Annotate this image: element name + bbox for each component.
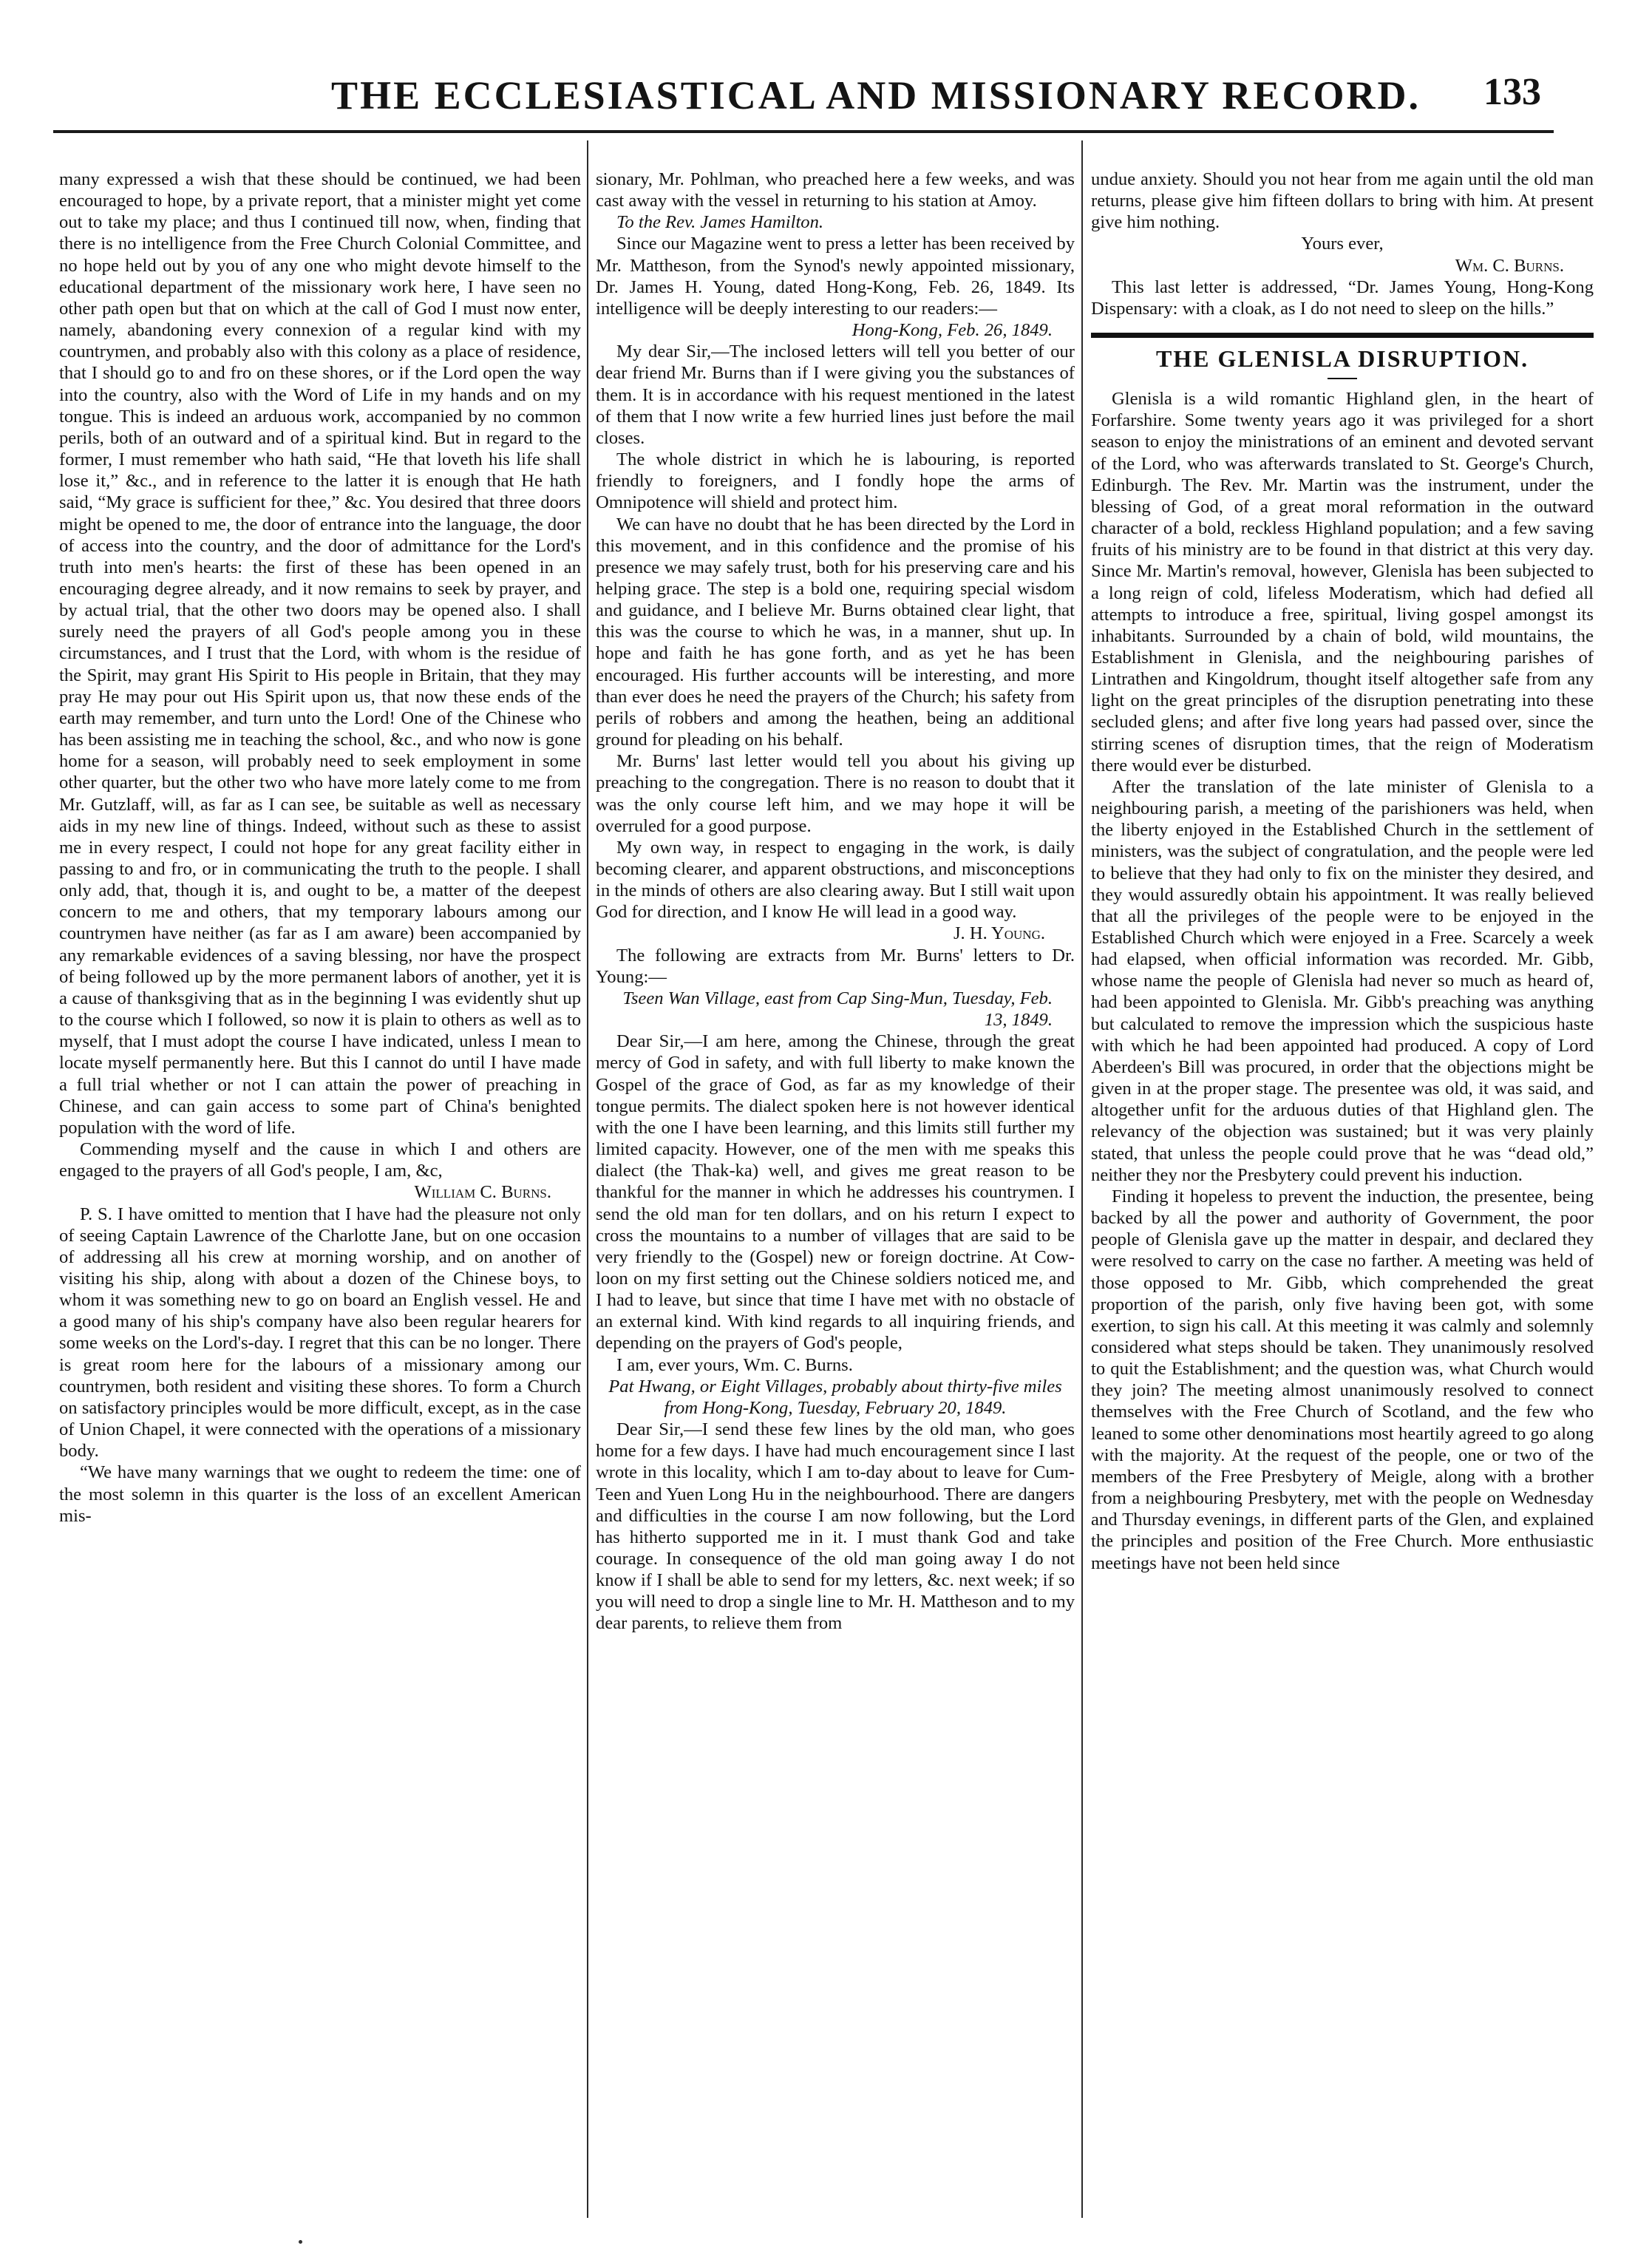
paragraph: sionary, Mr. Pohlman, who preached here a few weeks, and was cast away with the vessel in returning to his station at Amoy. — [596, 169, 1075, 211]
paragraph: Since our Magazine went to press a letter has been received by Mr. Mattheson, from the Synod's newly appointed missionary, Dr. James H. Young, dated Hong-Kong, Feb. 26, 1849. Its intelligence will be deeply interesting to our readers:— — [596, 234, 1075, 319]
paragraph: Pat Hwang, or Eight Villages, probably about thirty-five miles from Hong-Kong, Tuesday, February 20, 1849. — [608, 1376, 1062, 1418]
paragraph: My dear Sir,—The inclosed letters will tell you better of our dear friend Mr. Burns than if I were giving you the substances of them. It is in accordance with his request mentioned in the latest of them that I now write a few hurried lines just before the mail closes. — [596, 342, 1075, 448]
header-rule — [53, 130, 1554, 133]
paragraph: Dear Sir,—I send these few lines by the old man, who goes home for a few days. I have had much encouragement since I last wrote in this locality, which I am to-day about to leave for Cum-Teen and Yuen Long Hu in the neighbourhood. There are dangers and difficulties in the course I am now following, but the Lord has hitherto supported me in it. I must thank God and take courage. In consequence of the old man going away I do not know if I shall be able to send for my letters, &c. next week; if so you will need to drop a single line to Mr. H. Mattheson and to my dear parents, to relieve them from — [596, 1419, 1075, 1634]
paragraph: Commending myself and the cause in which I and others are engaged to the prayers of all God's people, I am, &c, — [59, 1139, 581, 1181]
paragraph: Dear Sir,—I am here, among the Chinese, through the great mercy of God in safety, and with full liberty to make known the Gospel of the grace of God, as far as my knowledge of their tongue permits. The dialect spoken here is not however identical with the one I have been learning, and this limits still further my limited capacity. However, one of the men with me speaks this dialect (the Thak-ka) well, and gives me great reason to be thankful for the manner in which he addresses his countrymen. I send the old man for ten dollars, and on his return I expect to cross the mountains to a number of villages that are said to be very friendly to the (Gospel) new or foreign doctrine. At Cow-loon on my first setting out the Chinese soldiers noticed me, and I had to leave, but since that time I have met with no obstacle of an external kind. With kind regards to all inquiring friends, and depending on the prayers of God's people, — [596, 1031, 1075, 1354]
section-rule — [1091, 333, 1594, 338]
paragraph: “We have many warnings that we ought to redeem the time: one of the most solemn in this quarter is the loss of an excellent American mis- — [59, 1462, 581, 1526]
paragraph: P. S. I have omitted to mention that I have had the pleasure not only of seeing Captain Lawrence of the Charlotte Jane, but on one occasion of addressing all his crew at morning worship, and on another of visiting his ship, along with about a dozen of the Chinese boys, to whom it was something new to go on board an English vessel. He and a good many of his ship's company have also been regular hearers for some weeks on the Lord's-day. I regret that this can be no longer. There is great room here for the labours of a missionary among our countrymen, both resident and visiting these shores. To form a Church on satisfactory principles would be more difficult, except, as in the case of Union Chapel, it were connected with the operations of a missionary body. — [59, 1204, 581, 1462]
page-number: 133 — [1483, 71, 1541, 113]
paragraph: The following are extracts from Mr. Burns' letters to Dr. Young:— — [596, 945, 1075, 987]
paragraph: The whole district in which he is labouring, is reported friendly to foreigners, and I fondly hope the arms of Omnipotence will shield and protect him. — [596, 449, 1075, 513]
column-divider — [1081, 140, 1083, 2218]
page-title: THE ECCLESIASTICAL AND MISSIONARY RECORD. — [331, 73, 1421, 118]
text-column-left — [59, 169, 581, 2209]
paragraph: To the Rev. James Hamilton. — [616, 212, 824, 233]
paragraph: After the translation of the late minister of Glenisla to a neighbouring parish, a meeting of the parishioners was held, when the liberty enjoyed in the Established Church in the settlement of ministers, was the subject of congratulation, and the people were led to believe that they had only to fix on the minister they desired, and they would assuredly obtain his appointment. It was really believed that all the privileges of the people were to be enjoyed in the Established Church which were enjoyed in a Free. Scarcely a week had elapsed, when official information was recorded. Mr. Gibb, whose name the people of Glenisla had never so much as heard of, had been appointed to Glenisla. Mr. Gibb's preaching was anything but calculated to remove the impression which the suspicious haste with which he had been appointed had produced. A copy of Lord Aberdeen's Bill was procured, in order that the objections might be given in at the proper stage. The presentee was old, it was said, and altogether unfit for the arduous duties of that Highland glen. The relevancy of the objection was sustained; but it was very plainly stated, that unless the people could prove that he was “dead old,” neither they nor the Presbytery could prevent his induction. — [1091, 776, 1594, 1185]
paragraph: Glenisla is a wild romantic Highland glen, in the heart of Forfarshire. Some twenty years ago it was privileged for a short season to enjoy the ministrations of an eminent and devoted servant of the Lord, who was afterwards translated to St. George's Church, Edinburgh. The Rev. Mr. Martin was the instrument, under the blessing of God, of a great moral reformation in the outward character of a bold, reckless Highland population; and a few saving fruits of his ministry are to be found in that district at this very day. Since Mr. Martin's removal, however, Glenisla has been subjected to a long reign of cold, lifeless Moderatism, which had defied all attempts to introduce a free, spiritual, living gospel amongst its inhabitants. Surrounded by a chain of bold, wild mountains, the Establishment in Glenisla, and the neighbouring parishes of Lintrathen and Kingoldrum, thought itself altogether safe from any light on the great principles of the disruption penetrating into these secluded glens; and after five long years had passed over, since the stirring scenes of disruption times, that the reign of Moderatism there would ever be disturbed. — [1091, 389, 1594, 776]
signature: Wm. C. Burns. — [1455, 255, 1564, 276]
paragraph: This last letter is addressed, “Dr. James Young, Hong-Kong Dispensary: with a cloak, as I do not need to sleep on the hills.” — [1091, 276, 1594, 319]
paragraph: We can have no doubt that he has been directed by the Lord in this movement, and in this confidence and the promise of his presence we may safely trust, both for his preserving care and his helping grace. The step is a bold one, requiring special wisdom and guidance, and I believe Mr. Burns obtained clear light, that this was the course to which he was, in a manner, shut up. In hope and faith he has gone forth, and as yet he has been encouraged. His further accounts will be interesting, and more than ever does he need the prayers of the Church; his safety from perils of robbers and among the heathen, being an additional ground for pleading on his behalf. — [596, 514, 1075, 750]
paragraph: Finding it hopeless to prevent the induction, the presentee, being backed by all the power and authority of Government, the poor people of Glenisla gave up the matter in despair, and declared they were resolved to carry on the case no farther. A meeting was held of those opposed to Mr. Gibb, which comprehended the great proportion of the parish, only five having been got, with some exertion, to sign his call. At this meeting it was calmly and solemnly considered what steps should be taken. They unanimously resolved to quit the Establishment; and the question was, what Church would they join? The meeting almost unanimously resolved to connect themselves with the Free Church of Scotland, and the few who leaned to some other denominations most heartily agreed to go along with the majority. At the request of the people, one or two of the members of the Free Presbytery of Meigle, along with a brother from a neighbouring Presbytery, met with the people on Wednesday and Thursday evenings, in different parts of the Glen, and explained the principles and position of the Free Church. More enthusiastic meetings have not been held since — [1091, 1186, 1594, 1573]
signature: J. H. Young. — [953, 923, 1045, 944]
signature: William C. Burns. — [414, 1182, 551, 1203]
paragraph: My own way, in respect to engaging in the work, is daily becoming clearer, and apparent obstructions, and misconceptions in the minds of others are also clearing away. But I still wait upon God for direction, and I know He will lead in a good way. — [596, 837, 1075, 923]
section-dash — [1328, 378, 1357, 379]
masthead — [314, 71, 1585, 123]
text-column-middle — [596, 169, 1075, 2209]
column-divider — [587, 140, 588, 2218]
paragraph: Mr. Burns' last letter would tell you about his giving up preaching to the congregation. There is no reason to doubt that it was the only course left him, and we may hope it will be overruled for a good purpose. — [596, 751, 1075, 836]
paragraph: I am, ever yours, Wm. C. Burns. — [616, 1354, 853, 1375]
section-heading: THE GLENISLA DISRUPTION. — [1155, 345, 1529, 373]
page-mark — [299, 2240, 302, 2244]
paragraph: undue anxiety. Should you not hear from me again until the old man returns, please give him fifteen dollars to bring with him. At present give him nothing. — [1091, 169, 1594, 233]
dateline: Hong-Kong, Feb. 26, 1849. — [852, 320, 1053, 341]
text-column-right — [1091, 169, 1594, 2209]
paragraph: Yours ever, — [1301, 234, 1384, 254]
dateline: Tseen Wan Village, east from Cap Sing-Mun, Tuesday, Feb. 13, 1849. — [622, 988, 1053, 1031]
paragraph: many expressed a wish that these should be continued, we had been encouraged to hope, by a private report, that a minister might yet come out to take my place; and thus I continued till now, when, finding that there is no intelligence from the Free Church Colonial Committee, and no hope held out by you of any one who might devote himself to the educational department of the missionary work here, I have seen no other path open but that on which at the call of God I must now enter, namely, abandoning every connexion of a regular kind with my countrymen, and probably also with this colony as a place of residence, that I should go to and fro on these shores, or if the Lord open the way into the country, also with the Word of Life in my hands and on my tongue. This is indeed an arduous work, accompanied by no common perils, both of an outward and of a spiritual kind. But in regard to the former, I must remember who hath said, “He that loveth his life shall lose it,” &c., and in reference to the latter it is enough that He hath said, “My grace is sufficient for thee,” &c. You desired that three doors might be opened to me, the door of entrance into the language, the door of access into the country, and the door of admittance for the Lord's truth into men's hearts: the first of these has been opened in an encouraging degree already, and it now remains to seek by prayer, and by actual trial, that the other two doors may be opened also. I shall surely need the prayers of all God's people among you in these circumstances, and I trust that the Lord, with whom is the residue of the Spirit, may grant His Spirit to His people in Britain, that they may pray He may pour out His Spirit upon us, that now these ends of the earth may remember, and turn unto the Lord! One of the Chinese who has been assisting me in teaching the school, &c., and who now is gone home for a season, will probably need to seek employment in some other quarter, but the other two who have more lately come to me from Mr. Gutzlaff, will, as far as I can see, be suitable as well as necessary aids in my new line of things. Indeed, without such as these to assist me in every respect, I could not hope for any great facility either in passing to and fro, or in communicating the truth to the people. I shall only add, that, though it is, and ought to be, a matter of the deepest concern to me and others, that my temporary labours among our countrymen have neither (as far as I am aware) been accompanied by any remarkable evidences of a saving blessing, nor have the prospect of being followed up by the more permanent labors of another, yet it is a cause of thanksgiving that as in the beginning I was evidently shut up to the course which I followed, so now it is plain to others as well as to myself, that I must adopt the course I have indicated, unless I mean to locate myself permanently here. But this I cannot do until I have made a full trial whether or not I can attain the power of preaching in Chinese, and can gain access to some part of China's benighted population with the word of life. — [59, 169, 581, 1138]
